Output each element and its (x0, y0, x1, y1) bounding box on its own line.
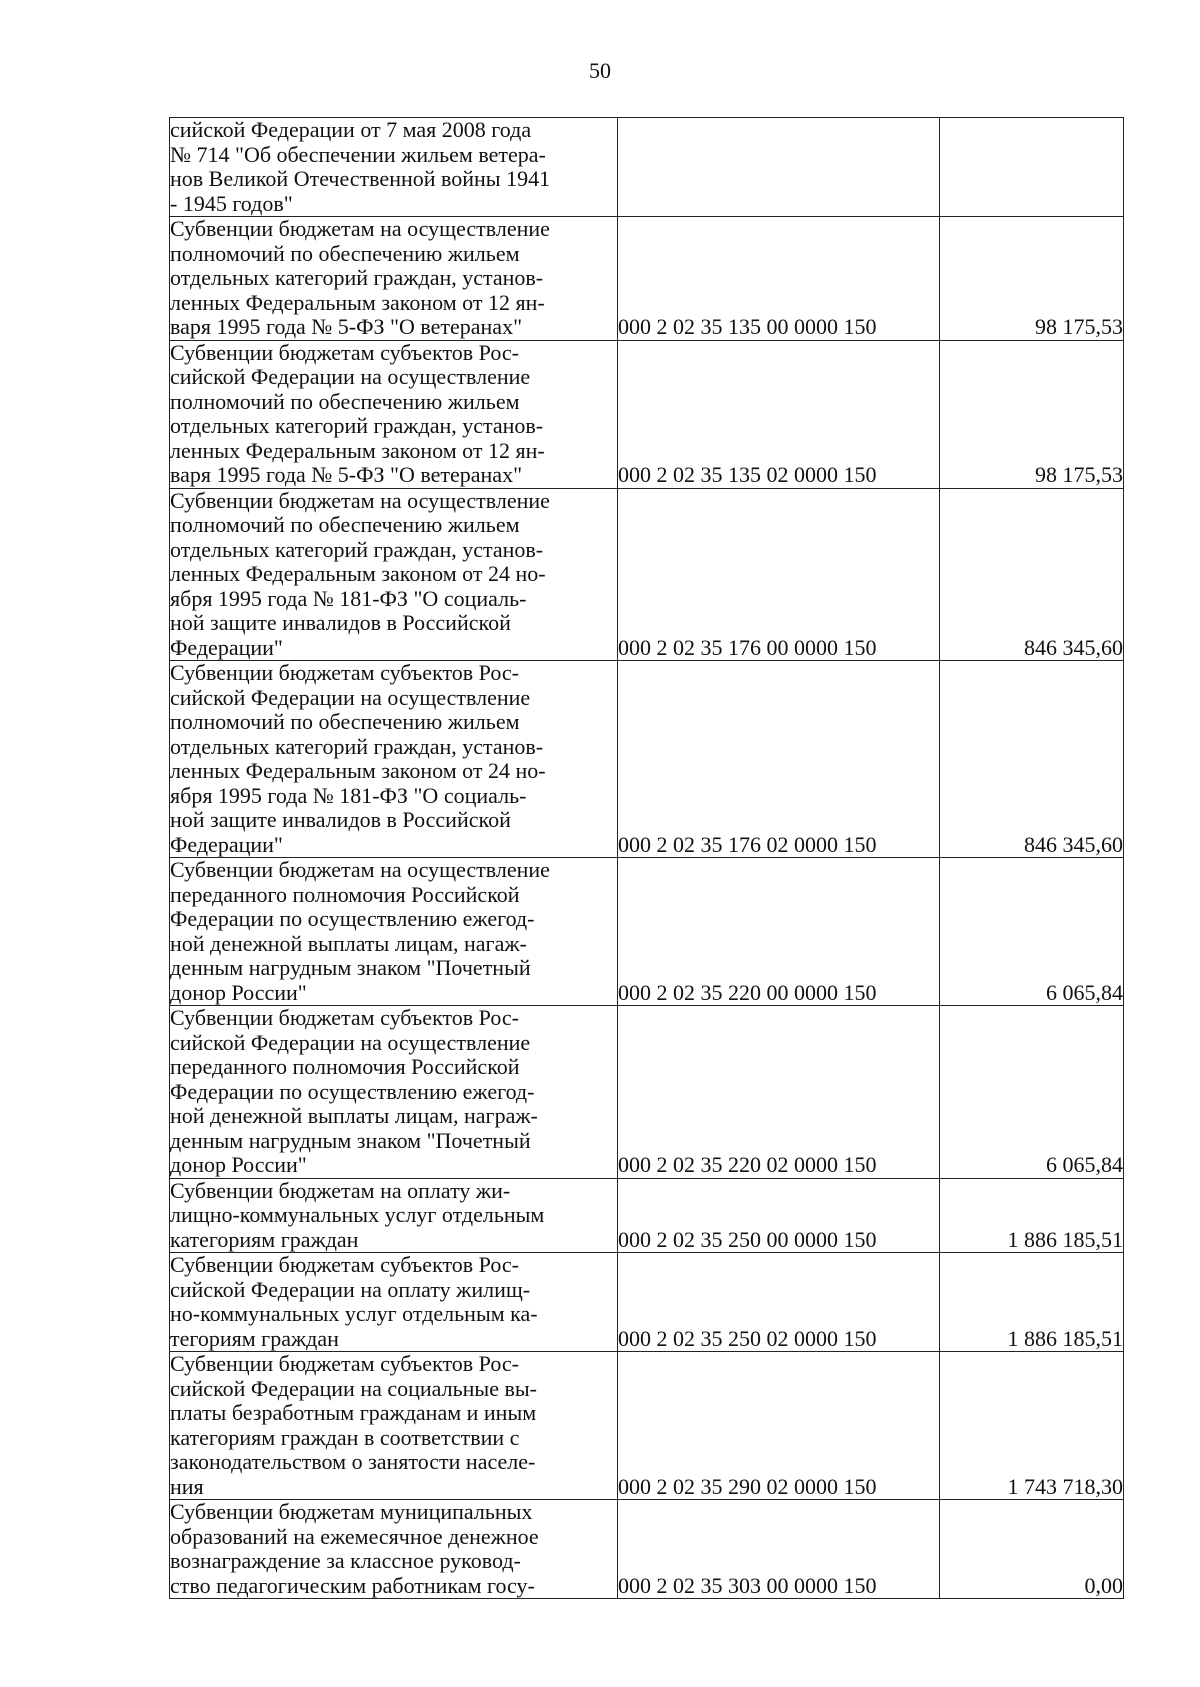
description-line: Федерации по осуществлению ежегод- (170, 1078, 535, 1104)
table-row (170, 217, 1124, 341)
description-line: ября 1995 года № 181-ФЗ "О социаль- (170, 782, 527, 808)
description-line: полномочий по обеспечению жильем (170, 512, 520, 537)
description-line: ленных Федеральным законом от 24 но- (170, 758, 546, 783)
table-row (170, 1352, 1124, 1500)
row-description (170, 488, 618, 661)
description-line: ство педагогическим работникам госу- (170, 1572, 535, 1598)
description-line: сийской Федерации на осуществление (170, 684, 531, 710)
description-line: нов Великой Отечественной войны 1941 (170, 166, 551, 191)
description-line: денным нагрудным знаком "Почетный (170, 955, 531, 980)
description-line: ной денежной выплаты лицам, награж- (170, 1103, 538, 1128)
budget-code: 000 2 02 35 176 02 0000 150 (618, 661, 940, 858)
description-line: ября 1995 года № 181-ФЗ "О социаль- (170, 585, 527, 611)
table-row (170, 858, 1124, 1006)
description-line: сийской Федерации на осуществление (170, 364, 531, 389)
description-line: Федерации" (170, 634, 283, 660)
description-line: ленных Федеральным законом от 24 но- (170, 561, 546, 586)
budget-code: 000 2 02 35 220 00 0000 150 (618, 858, 940, 1006)
description-line: отдельных категорий граждан, установ- (170, 536, 544, 562)
description-line: но-коммунальных услуг отдельным ка- (170, 1301, 538, 1326)
budget-table-body (170, 118, 1124, 1599)
budget-code: 000 2 02 35 176 00 0000 150 (618, 488, 940, 661)
amount: 6 065,84 (940, 858, 1124, 1006)
description-line: полномочий по обеспечению жильем (170, 709, 520, 734)
amount: 846 345,60 (940, 488, 1124, 661)
row-description (170, 1352, 618, 1500)
table-row (170, 1178, 1124, 1253)
description-line: полномочий по обеспечению жильем (170, 240, 520, 266)
amount: 1 886 185,51 (940, 1178, 1124, 1253)
budget-code: 000 2 02 35 250 00 0000 150 (618, 1178, 940, 1253)
description-line: тегориям граждан (170, 1325, 339, 1351)
description-line: - 1945 годов" (170, 190, 293, 216)
row-description (170, 1500, 618, 1599)
amount: 98 175,53 (940, 217, 1124, 341)
description-line: отдельных категорий граждан, установ- (170, 733, 544, 759)
amount: 846 345,60 (940, 661, 1124, 858)
description-line: Субвенции бюджетам на оплату жи- (170, 1177, 511, 1203)
description-line: донор России" (170, 1152, 307, 1177)
table-row (170, 1006, 1124, 1179)
description-line: Субвенции бюджетам субъектов Рос- (170, 1005, 520, 1030)
row-description (170, 858, 618, 1006)
row-description (170, 661, 618, 858)
description-line: отдельных категорий граждан, установ- (170, 413, 544, 438)
row-description (170, 217, 618, 341)
row-description (170, 1253, 618, 1352)
amount: 98 175,53 (940, 340, 1124, 488)
row-description (170, 1178, 618, 1253)
amount: 0,00 (940, 1500, 1124, 1599)
description-line: донор России" (170, 979, 307, 1005)
amount: 6 065,84 (940, 1006, 1124, 1179)
budget-table (169, 117, 1124, 1599)
table-row (170, 1500, 1124, 1599)
budget-code: 000 2 02 35 250 02 0000 150 (618, 1253, 940, 1352)
table-row (170, 488, 1124, 661)
description-line: ной защите инвалидов в Российской (170, 807, 511, 832)
description-line: ния (170, 1473, 204, 1499)
description-line: Субвенции бюджетам субъектов Рос- (170, 339, 520, 365)
page-number: 50 (589, 58, 611, 83)
row-description (170, 1006, 618, 1179)
row-description (170, 118, 618, 217)
description-line: Федерации" (170, 831, 283, 857)
description-line: Субвенции бюджетам субъектов Рос- (170, 1252, 520, 1277)
description-line: лищно-коммунальных услуг отдельным (170, 1202, 545, 1227)
table-row (170, 340, 1124, 488)
description-line: № 714 "Об обеспечении жильем ветера- (170, 141, 546, 167)
budget-code: 000 2 02 35 303 00 0000 150 (618, 1500, 940, 1599)
description-line: Субвенции бюджетам субъектов Рос- (170, 660, 520, 685)
description-line: Субвенции бюджетам субъектов Рос- (170, 1351, 520, 1376)
amount: 1 886 185,51 (940, 1253, 1124, 1352)
description-line: ленных Федеральным законом от 12 ян- (170, 437, 545, 463)
description-line: сийской Федерации от 7 мая 2008 года (170, 117, 532, 142)
budget-code: 000 2 02 35 135 02 0000 150 (618, 340, 940, 488)
description-line: ленных Федеральным законом от 12 ян- (170, 289, 545, 315)
budget-code: 000 2 02 35 135 00 0000 150 (618, 217, 940, 341)
budget-code: 000 2 02 35 290 02 0000 150 (618, 1352, 940, 1500)
description-line: Субвенции бюджетам на осуществление (170, 857, 550, 882)
description-line: отдельных категорий граждан, установ- (170, 265, 544, 290)
description-line: категориям граждан (170, 1226, 359, 1252)
budget-code: 000 2 02 35 220 02 0000 150 (618, 1006, 940, 1179)
table-row (170, 1253, 1124, 1352)
description-line: платы безработным гражданам и иным (170, 1400, 537, 1425)
description-line: образований на ежемесячное денежное (170, 1523, 539, 1549)
description-line: Федерации по осуществлению ежегод- (170, 906, 535, 931)
description-line: законодательством о занятости населе- (170, 1449, 536, 1474)
description-line: варя 1995 года № 5-ФЗ "О ветеранах" (170, 314, 523, 339)
description-line: ной защите инвалидов в Российской (170, 610, 511, 635)
amount (940, 118, 1124, 217)
description-line: Субвенции бюджетам на осуществление (170, 216, 550, 241)
description-line: варя 1995 года № 5-ФЗ "О ветеранах" (170, 462, 523, 487)
description-line: сийской Федерации на оплату жилищ- (170, 1276, 531, 1302)
description-line: Субвенции бюджетам муниципальных (170, 1499, 533, 1524)
description-line: денным нагрудным знаком "Почетный (170, 1127, 531, 1153)
table-row (170, 661, 1124, 858)
table-row (170, 118, 1124, 217)
description-line: сийской Федерации на социальные вы- (170, 1375, 537, 1401)
budget-code (618, 118, 940, 217)
row-description (170, 340, 618, 488)
description-line: категориям граждан в соответствии с (170, 1424, 520, 1450)
description-line: переданного полномочия Российской (170, 881, 520, 907)
description-line: полномочий по обеспечению жильем (170, 388, 520, 414)
description-line: переданного полномочия Российской (170, 1054, 520, 1079)
description-line: вознаграждение за классное руковод- (170, 1548, 521, 1573)
description-line: сийской Федерации на осуществление (170, 1029, 531, 1055)
amount: 1 743 718,30 (940, 1352, 1124, 1500)
description-line: Субвенции бюджетам на осуществление (170, 487, 550, 513)
description-line: ной денежной выплаты лицам, нагаж- (170, 930, 527, 956)
